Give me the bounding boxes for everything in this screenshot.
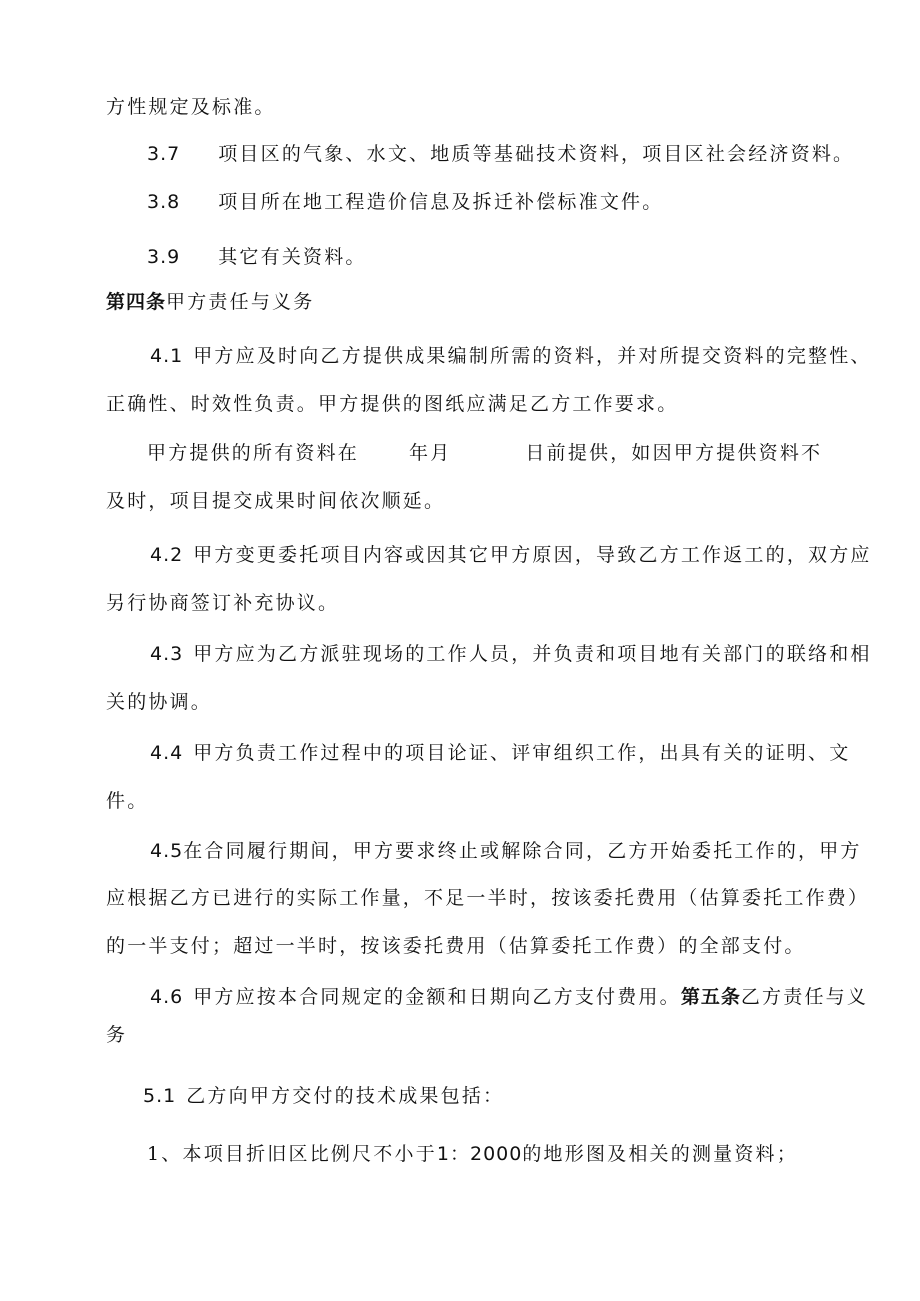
clause-number: 4.6 (150, 986, 184, 1008)
item-1 (147, 1142, 798, 1166)
scale-value: 1：2000 (436, 1143, 523, 1165)
clause-text: 日前提供，如因甲方提供资料不 (525, 442, 823, 464)
clause-text: 及时，项目提交成果时间依次顺延。 (106, 490, 446, 512)
clause-text: 在合同履行期间，甲方要求终止或解除合同，乙方开始委托工作的，甲方 (183, 840, 862, 862)
clause-text: 甲方应按本合同规定的金额和日期向乙方支付费用。 (193, 986, 681, 1008)
clause-text: 关的协调。 (106, 691, 213, 713)
article-4-heading (106, 290, 314, 314)
clause-4-6-line2 (106, 1023, 127, 1047)
clause-text: 甲方变更委托项目内容或因其它甲方原因，导致乙方工作返工的，双方应 (193, 544, 872, 566)
clause-text: 件。 (106, 790, 149, 812)
clause-4-5-line1 (150, 839, 862, 863)
clause-3-8 (147, 190, 663, 214)
clause-4-1-line4 (106, 489, 445, 513)
clause-text: 项目所在地工程造价信息及拆迁补偿标准文件。 (218, 191, 664, 213)
clause-text: 正确性、时效性负责。甲方提供的图纸应满足乙方工作要求。 (106, 393, 679, 415)
clause-number: 3.9 (147, 246, 181, 268)
clause-4-1-line1 (150, 344, 872, 368)
clause-number: 4.5 (150, 840, 184, 862)
clause-4-2-line2 (106, 591, 339, 615)
clause-number: 4.4 (150, 742, 184, 764)
clause-text: 务 (106, 1024, 128, 1046)
article-title: 乙方责任与义 (740, 986, 869, 1008)
clause-text: 项目区的气象、水文、地质等基础技术资料，项目区社会经济资料。 (218, 143, 855, 165)
clause-number: 3.8 (147, 191, 181, 213)
date-label: 年月 (409, 442, 452, 464)
clause-text: 甲方负责工作过程中的项目论证、评审组织工作，出具有关的证明、文 (193, 742, 851, 764)
clause-4-1-line2 (106, 392, 678, 416)
item-text: 1、本项目折旧区比例尺不小于 (147, 1143, 437, 1165)
article-label: 第四条 (106, 291, 167, 313)
clause-text: 甲方应为乙方派驻现场的工作人员，并负责和项目地有关部门的联络和相 (193, 643, 872, 665)
clause-text: 的一半支付；超过一半时，按该委托费用（估算委托工作费）的全部支付。 (106, 935, 806, 957)
clause-4-3-line2 (106, 690, 212, 714)
text-line (106, 95, 276, 119)
clause-number: 4.2 (150, 544, 184, 566)
clause-text: 乙方向甲方交付的技术成果包括： (186, 1085, 505, 1107)
clause-number: 4.1 (150, 345, 184, 367)
clause-text: 甲方应及时向乙方提供成果编制所需的资料，并对所提交资料的完整性、 (193, 345, 872, 367)
clause-3-9 (147, 245, 367, 269)
clause-4-3-line1 (150, 642, 872, 666)
article-title: 甲方责任与义务 (166, 291, 315, 313)
clause-number: 5.1 (143, 1085, 177, 1107)
article-label: 第五条 (680, 986, 741, 1008)
clause-3-7 (147, 142, 854, 166)
clause-number: 4.3 (150, 643, 184, 665)
clause-4-4-line1 (150, 741, 850, 765)
clause-4-5-line3 (106, 934, 806, 958)
line-text: 方性规定及标准。 (106, 96, 276, 118)
clause-5-1 (143, 1084, 504, 1108)
clause-text: 另行协商签订补充协议。 (106, 592, 340, 614)
clause-4-6-line1 (150, 985, 868, 1009)
clause-4-5-line2 (106, 886, 869, 910)
clause-4-4-line2 (106, 789, 148, 813)
clause-text: 应根据乙方已进行的实际工作量，不足一半时，按该委托费用（估算委托工作费） (106, 887, 870, 909)
clause-text: 其它有关资料。 (218, 246, 367, 268)
clause-number: 3.7 (147, 143, 181, 165)
clause-4-2-line1 (150, 543, 872, 567)
item-text: 的地形图及相关的测量资料； (522, 1143, 798, 1165)
clause-4-1-line3 (147, 441, 822, 465)
clause-text: 甲方提供的所有资料在 (147, 442, 360, 464)
